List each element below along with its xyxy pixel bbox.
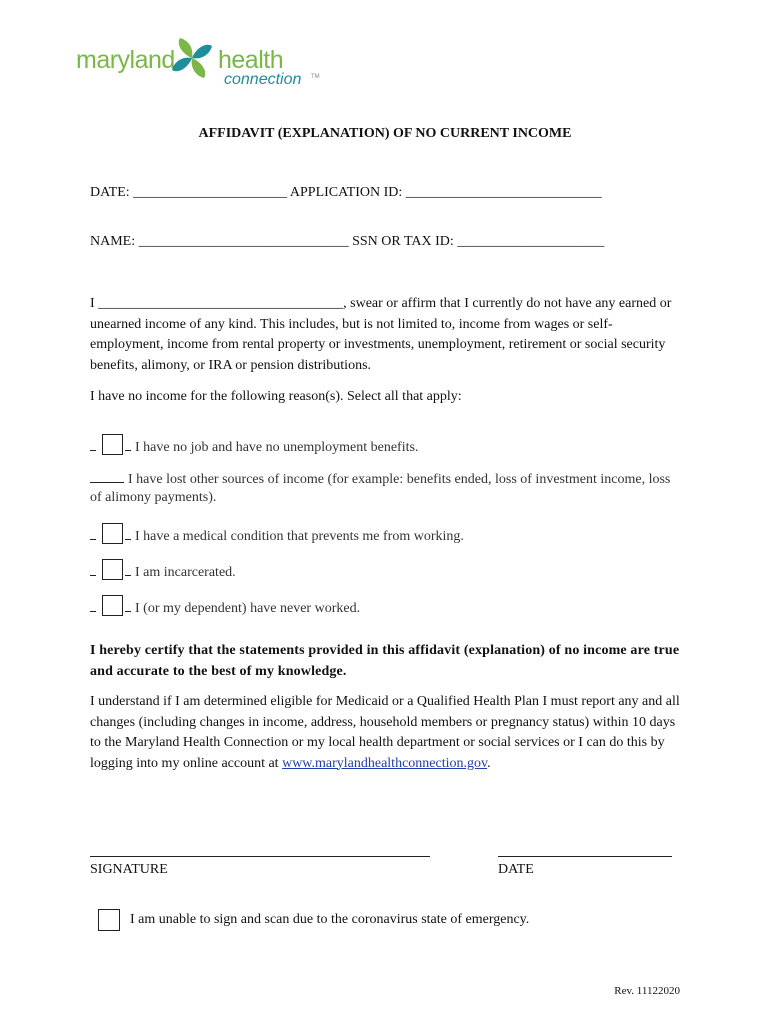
reporting-changes-paragraph xyxy=(90,692,680,774)
logo-word-maryland: maryland xyxy=(76,46,175,74)
signature-line[interactable] xyxy=(90,856,430,857)
reason-label: I am incarcerated. xyxy=(135,565,236,580)
checkbox-unable-to-sign[interactable] xyxy=(98,909,120,931)
reason-item[interactable] xyxy=(90,559,680,582)
reasons-intro: I have no income for the following reason(s). Select all that apply: xyxy=(90,389,462,404)
reason-item[interactable] xyxy=(90,595,680,618)
signature-label: SIGNATURE xyxy=(90,862,168,877)
maryland-health-connection-logo xyxy=(76,34,326,94)
logo-word-connection: connection xyxy=(224,71,302,88)
logo-leaf-icon xyxy=(168,34,216,82)
reason-item[interactable] xyxy=(90,523,680,546)
checkbox-medical-condition[interactable] xyxy=(102,523,123,544)
affirmation-paragraph: I ___________________________________, swear or affirm that I currently do not have any earned or unearned income of any kind. This includes, but is not limited to, income from wages or self-employment, income from rental property or investments, unemployment, retirement or social security benefits, alimony, or IRA or pension distributions. xyxy=(90,296,672,373)
unable-to-sign-label: I am unable to sign and scan due to the coronavirus state of emergency. xyxy=(130,912,530,927)
reason-item[interactable] xyxy=(90,434,680,457)
reason-label: I (or my dependent) have never worked. xyxy=(135,601,361,616)
name-ssn-field-row[interactable]: NAME: ______________________________ SSN OR TAX ID: _____________________ xyxy=(90,234,605,249)
date-line[interactable] xyxy=(498,856,672,857)
reason-label: I have a medical condition that prevents me from working. xyxy=(135,529,464,544)
reason-label: I have no job and have no unemployment benefits. xyxy=(135,440,419,455)
logo-word-health: health xyxy=(218,46,284,74)
revision-number: Rev. 11122020 xyxy=(614,985,680,997)
reporting-changes-period: . xyxy=(487,755,491,771)
checkbox-no-job[interactable] xyxy=(102,434,123,455)
date-label: DATE xyxy=(498,862,534,877)
website-link[interactable]: www.marylandhealthconnection.gov xyxy=(282,755,488,771)
reason-label: I have lost other sources of income (for example: benefits ended, loss of investment income, loss of alimony payments). xyxy=(90,472,671,505)
checkbox-incarcerated[interactable] xyxy=(102,559,123,580)
reporting-changes-text: I understand if I am determined eligible for Medicaid or a Qualified Health Plan I must report any and all changes (including changes in income, address, household members or pregnancy status) within 10 days to the Maryland Health Connection or my local health department or social services or I can do this by logging into my online account at xyxy=(90,694,680,771)
certification-statement: I hereby certify that the statements provided in this affidavit (explanation) of no income are true and accurate to the best of my knowledge. xyxy=(90,643,680,679)
reason-item[interactable] xyxy=(90,471,680,507)
date-application-id-field-row[interactable]: DATE: ______________________ APPLICATION ID: ____________________________ xyxy=(90,185,602,200)
document-title: AFFIDAVIT (EXPLANATION) OF NO CURRENT INCOME xyxy=(198,126,572,141)
logo-trademark: TM xyxy=(311,74,320,80)
checkbox-never-worked[interactable] xyxy=(102,595,123,616)
